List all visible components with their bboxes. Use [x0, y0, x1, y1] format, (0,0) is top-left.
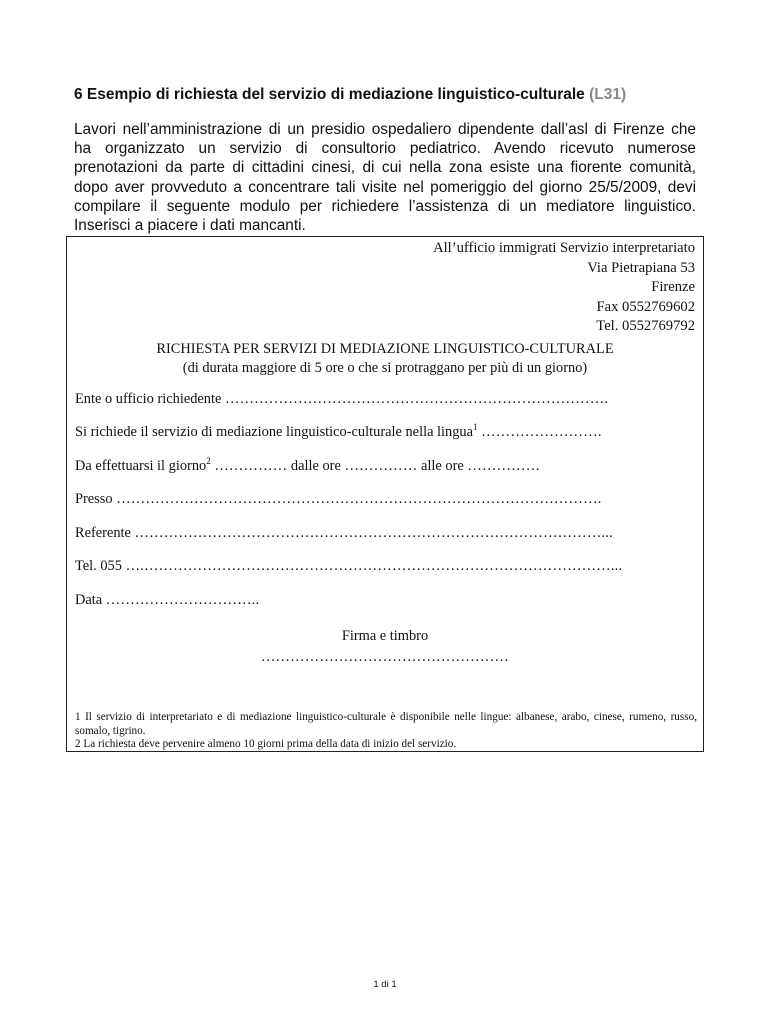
intro-paragraph	[74, 120, 696, 235]
page-number: 1 di 1	[373, 979, 397, 990]
field-lingua-blank[interactable]: …………………….	[481, 424, 602, 440]
signature-block[interactable]	[67, 626, 703, 668]
field-lingua-label: Si richiede il servizio di mediazione linguistico-culturale nella lingua	[75, 424, 474, 440]
address-city: Firenze	[651, 279, 695, 296]
field-giorno-label: Da effettuarsi il giorno	[75, 458, 207, 474]
field-dalle-blank[interactable]: ……………	[344, 458, 418, 474]
intro-line: prenotazioni da parte di cittadini cinesi, di cui nella zona esiste una fiorente comunità,	[74, 159, 696, 177]
intro-line: dopo aver provveduto a concentrare tali visite nel pomeriggio del giorno 25/5/2009, devi	[74, 178, 696, 196]
field-ente-label: Ente o ufficio richiedente	[75, 391, 222, 407]
footnote-2: 2 La richiesta deve pervenire almeno 10 giorni prima della data di inizio del servizio.	[75, 738, 457, 751]
footnote-ref-2: 2	[206, 456, 211, 467]
address-street: Via Pietrapiana 53	[587, 259, 695, 276]
field-presso-blank[interactable]: ……………………………………………………………………………………….	[116, 491, 602, 507]
intro-line: compilare il seguente modulo per richiedere l’assistenza di un mediatore linguistico.	[74, 197, 696, 215]
field-alle-label: alle ore	[421, 458, 464, 474]
field-data[interactable]	[75, 592, 259, 609]
signature-label: Firma e timbro	[341, 628, 429, 644]
field-tel-blank[interactable]: ….……………………………………………………………………………………...	[125, 558, 623, 574]
address-fax: Fax 0552769602	[596, 298, 695, 315]
request-form	[66, 236, 704, 752]
field-data-label: Data	[75, 592, 103, 608]
field-referente[interactable]	[75, 525, 613, 542]
field-giorno[interactable]	[75, 458, 540, 475]
field-lingua[interactable]	[75, 424, 602, 441]
intro-line: ha organizzato un servizio di consultorio pediatrico. Avendo ricevuto numerose	[74, 140, 696, 158]
intro-line: Lavori nell’amministrazione di un presidio ospedaliero dipendente dall’asl di Firenze che	[74, 121, 696, 138]
form-title-block	[67, 340, 703, 378]
footnote-ref-1: 1	[473, 422, 478, 433]
field-data-blank[interactable]: …………………………..	[105, 592, 260, 608]
form-subtitle: (di durata maggiore di 5 ore o che si protraggano per più di un giorno)	[182, 360, 588, 376]
field-ente[interactable]	[75, 391, 608, 408]
field-dalle-label: dalle ore	[290, 458, 341, 474]
field-alle-blank[interactable]: ……………	[467, 458, 541, 474]
address-tel: Tel. 0552769792	[596, 318, 695, 335]
field-giorno-blank[interactable]: ……………	[214, 458, 288, 474]
field-presso[interactable]	[75, 491, 602, 508]
field-tel[interactable]	[75, 558, 622, 575]
section-heading	[74, 86, 714, 104]
footnote-1: 1 Il servizio di interpretariato e di mediazione linguistico-culturale è disponibile nelle lingue: albanese, arabo, cinese, rumeno, russo, somalo, tigrino.	[75, 711, 697, 737]
field-referente-blank[interactable]: ……………………………………………………………………………………...	[134, 525, 613, 541]
heading-text: 6 Esempio di richiesta del servizio di mediazione linguistico-culturale	[74, 86, 585, 103]
address-office: All’ufficio immigrati Servizio interpretariato	[433, 240, 695, 256]
field-ente-blank[interactable]: …………………………………………………………………….	[225, 391, 609, 407]
footnotes	[75, 711, 697, 752]
recipient-address	[433, 239, 695, 337]
heading-code: (L31)	[589, 86, 627, 103]
field-presso-label: Presso	[75, 491, 113, 507]
intro-line: Inserisci a piacere i dati mancanti.	[74, 216, 306, 234]
field-tel-label: Tel. 055	[75, 558, 122, 574]
signature-blank[interactable]: ……………………………………………	[260, 649, 510, 665]
form-title: RICHIESTA PER SERVIZI DI MEDIAZIONE LINGUISTICO-CULTURALE	[156, 341, 614, 357]
field-referente-label: Referente	[75, 525, 131, 541]
